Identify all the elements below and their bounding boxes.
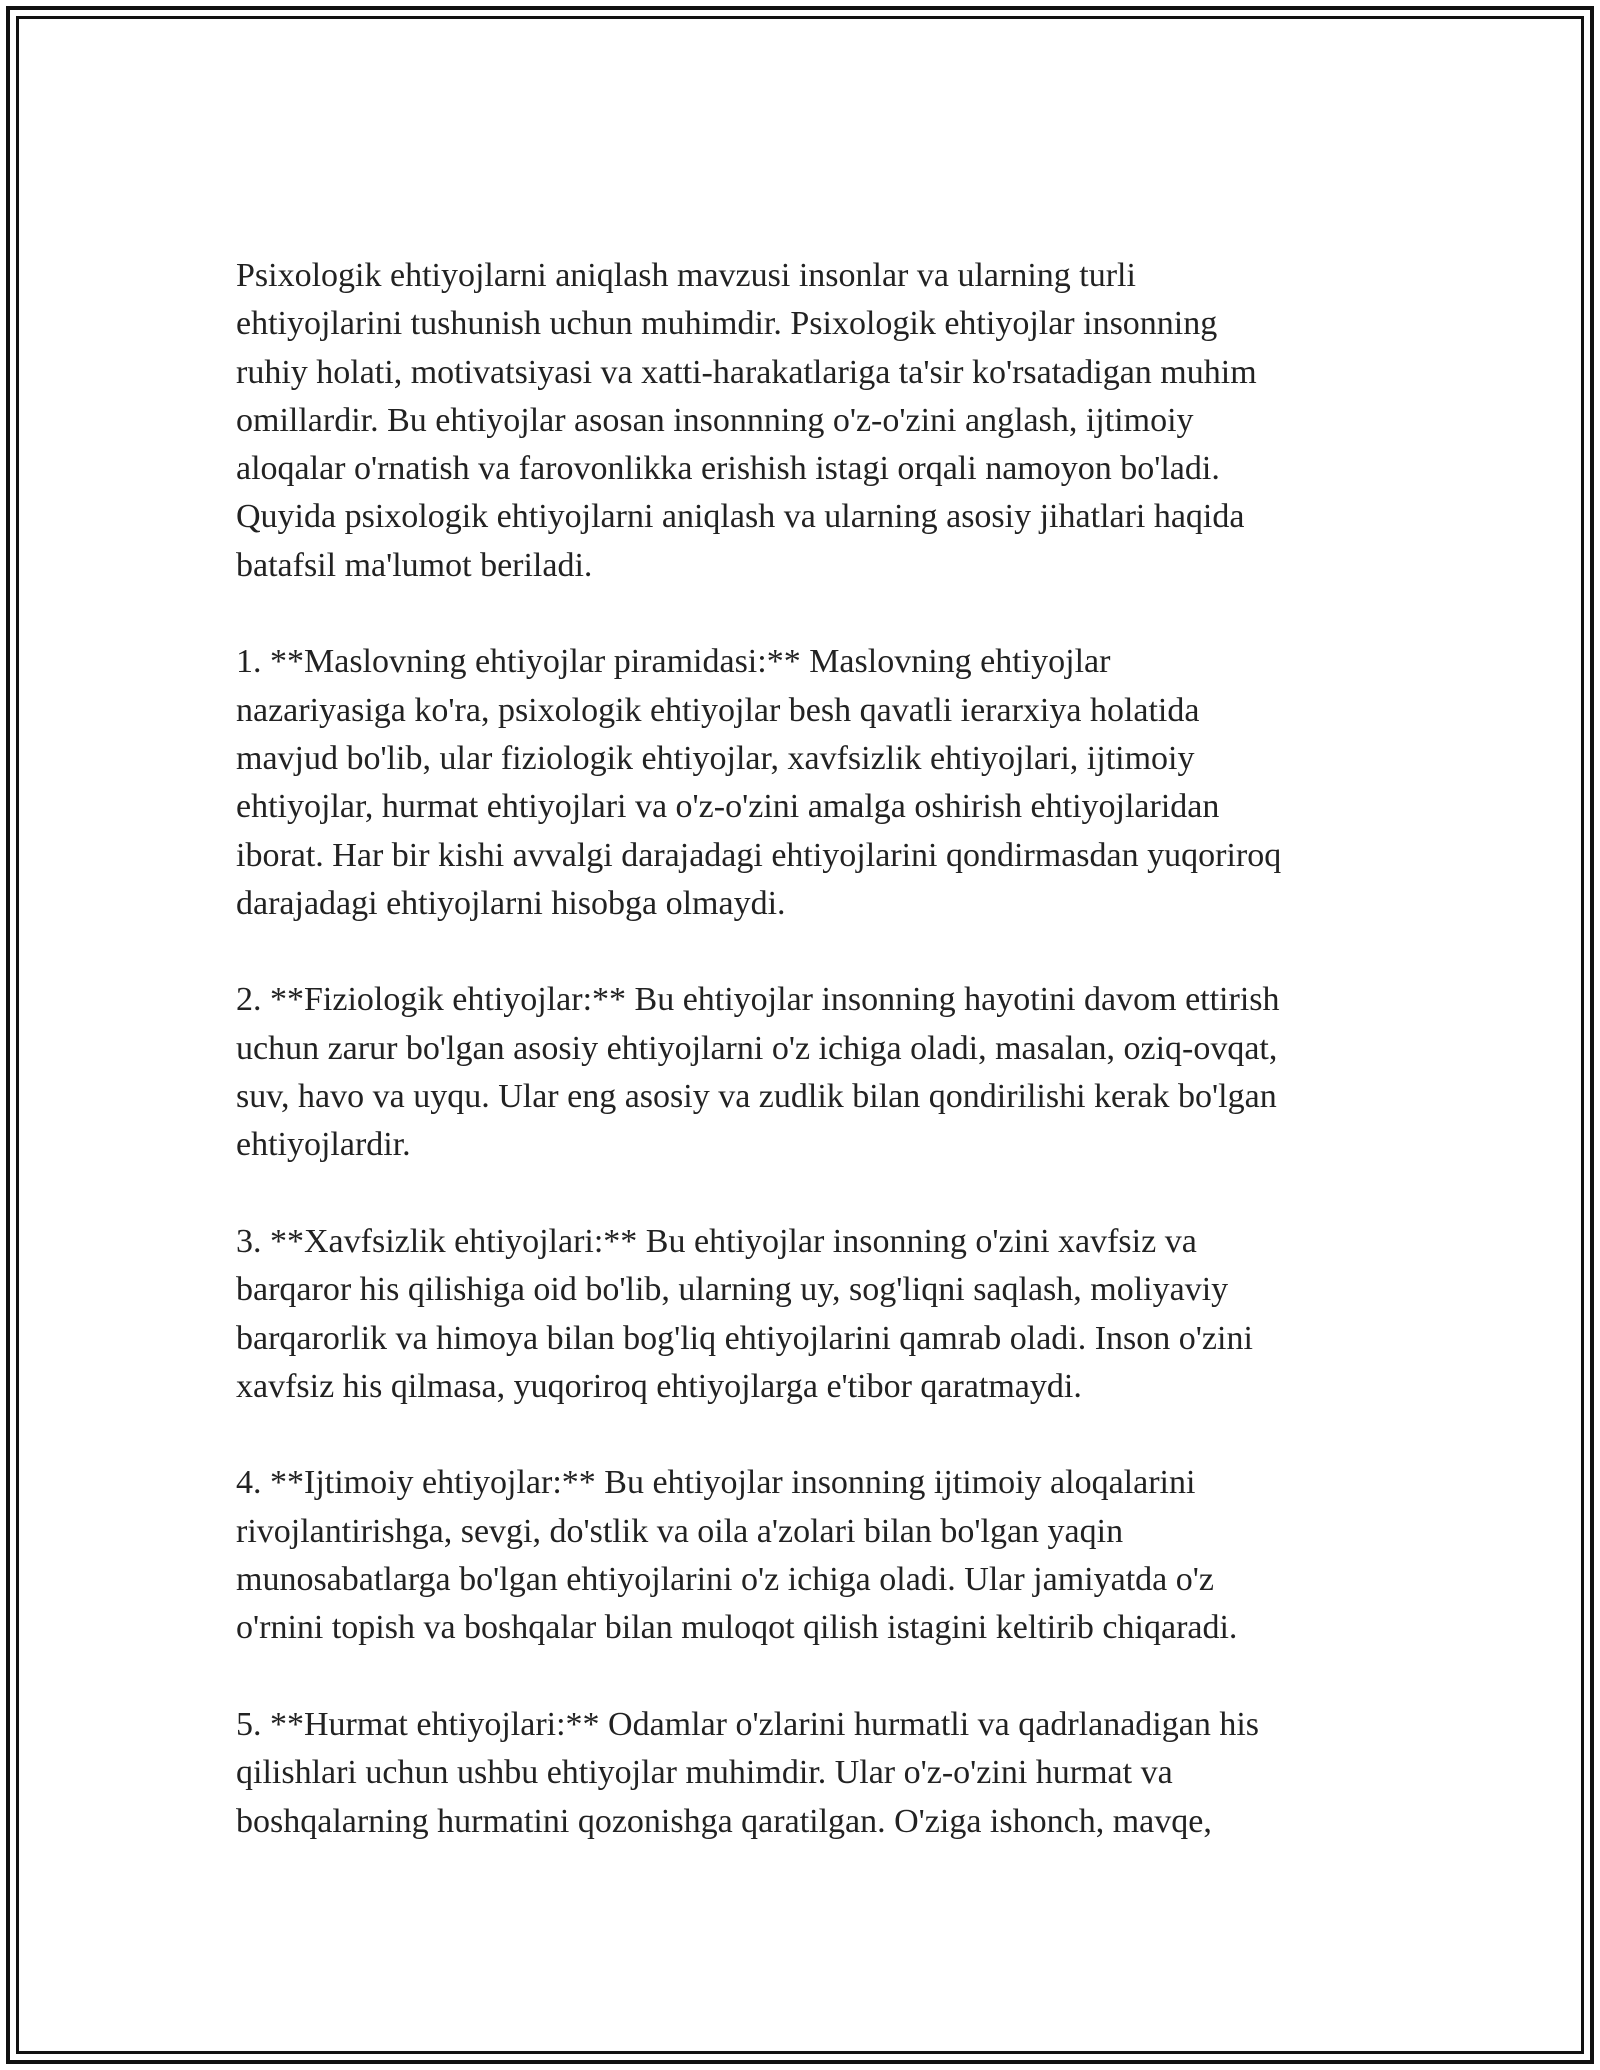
text-line: Quyida psixologik ehtiyojlarni aniqlash va ularning asosiy jihatlari haqida — [236, 498, 1245, 536]
text-line: 4. **Ijtimoiy ehtiyojlar:** Bu ehtiyojlar insonning ijtimoiy aloqalarini — [236, 1464, 1196, 1502]
text-line: mavjud bo'lib, ular fiziologik ehtiyojlar, xavfsizlik ehtiyojlari, ijtimoiy — [236, 739, 1195, 777]
social-needs-paragraph — [236, 1459, 1376, 1652]
safety-needs-paragraph — [236, 1218, 1376, 1411]
document-body — [236, 252, 1376, 1894]
text-line: rivojlantirishga, sevgi, do'stlik va oila a'zolari bilan bo'lgan yaqin — [236, 1512, 1124, 1550]
text-line: boshqalarning hurmatini qozonishga qaratilgan. O'ziga ishonch, mavqe, — [236, 1802, 1212, 1840]
text-line: uchun zarur bo'lgan asosiy ehtiyojlarni o'z ichiga oladi, masalan, oziq-ovqat, — [236, 1029, 1278, 1067]
text-line: darajadagi ehtiyojlarni hisobga olmaydi. — [236, 884, 786, 922]
text-line: ehtiyojlardir. — [236, 1126, 411, 1164]
text-line: 2. **Fiziologik ehtiyojlar:** Bu ehtiyojlar insonning hayotini davom ettirish — [236, 981, 1280, 1019]
text-line: o'rnini topish va boshqalar bilan muloqot qilish istagini keltirib chiqaradi. — [236, 1609, 1238, 1647]
text-line: xavfsiz his qilmasa, yuqoriroq ehtiyojlarga e'tibor qaratmaydi. — [236, 1367, 1082, 1405]
text-line: barqarorlik va himoya bilan bog'liq ehtiyojlarini qamrab oladi. Inson o'zini — [236, 1319, 1253, 1357]
text-line: 1. **Maslovning ehtiyojlar piramidasi:** Maslovning ehtiyojlar — [236, 643, 1111, 681]
text-line: ehtiyojlar, hurmat ehtiyojlari va o'z-o'zini amalga oshirish ehtiyojlaridan — [236, 788, 1220, 826]
text-line: 5. **Hurmat ehtiyojlari:** Odamlar o'zlarini hurmatli va qadrlanadigan his — [236, 1705, 1260, 1743]
text-line: nazariyasiga ko'ra, psixologik ehtiyojlar besh qavatli ierarxiya holatida — [236, 691, 1200, 729]
intro-paragraph — [236, 252, 1376, 590]
maslow-pyramid-paragraph — [236, 638, 1376, 928]
text-line: aloqalar o'rnatish va farovonlikka erishish istagi orqali namoyon bo'ladi. — [236, 450, 1220, 488]
physiological-needs-paragraph — [236, 976, 1376, 1169]
text-line: barqaror his qilishiga oid bo'lib, ularning uy, sog'liqni saqlash, moliyaviy — [236, 1271, 1229, 1309]
text-line: omillardir. Bu ehtiyojlar asosan insonnning o'z-o'zini anglash, ijtimoiy — [236, 401, 1194, 439]
text-line: Psixologik ehtiyojlarni aniqlash mavzusi insonlar va ularning turli — [236, 257, 1136, 294]
text-line: suv, havo va uyqu. Ular eng asosiy va zudlik bilan qondirilishi kerak bo'lgan — [236, 1078, 1277, 1116]
text-line: iborat. Har bir kishi avvalgi darajadagi ehtiyojlarini qondirmasdan yuqoriroq — [236, 836, 1282, 874]
text-line: batafsil ma'lumot beriladi. — [236, 546, 593, 584]
text-line: ruhiy holati, motivatsiyasi va xatti-harakatlariga ta'sir ko'rsatadigan muhim — [236, 353, 1257, 391]
text-line: ehtiyojlarini tushunish uchun muhimdir. Psixologik ehtiyojlar insonning — [236, 305, 1218, 343]
text-line: 3. **Xavfsizlik ehtiyojlari:** Bu ehtiyojlar insonning o'zini xavfsiz va — [236, 1222, 1197, 1260]
text-line: munosabatlarga bo'lgan ehtiyojlarini o'z ichiga oladi. Ular jamiyatda o'z — [236, 1561, 1214, 1599]
esteem-needs-paragraph — [236, 1701, 1376, 1846]
text-line: qilishlari uchun ushbu ehtiyojlar muhimdir. Ular o'z-o'zini hurmat va — [236, 1754, 1173, 1792]
